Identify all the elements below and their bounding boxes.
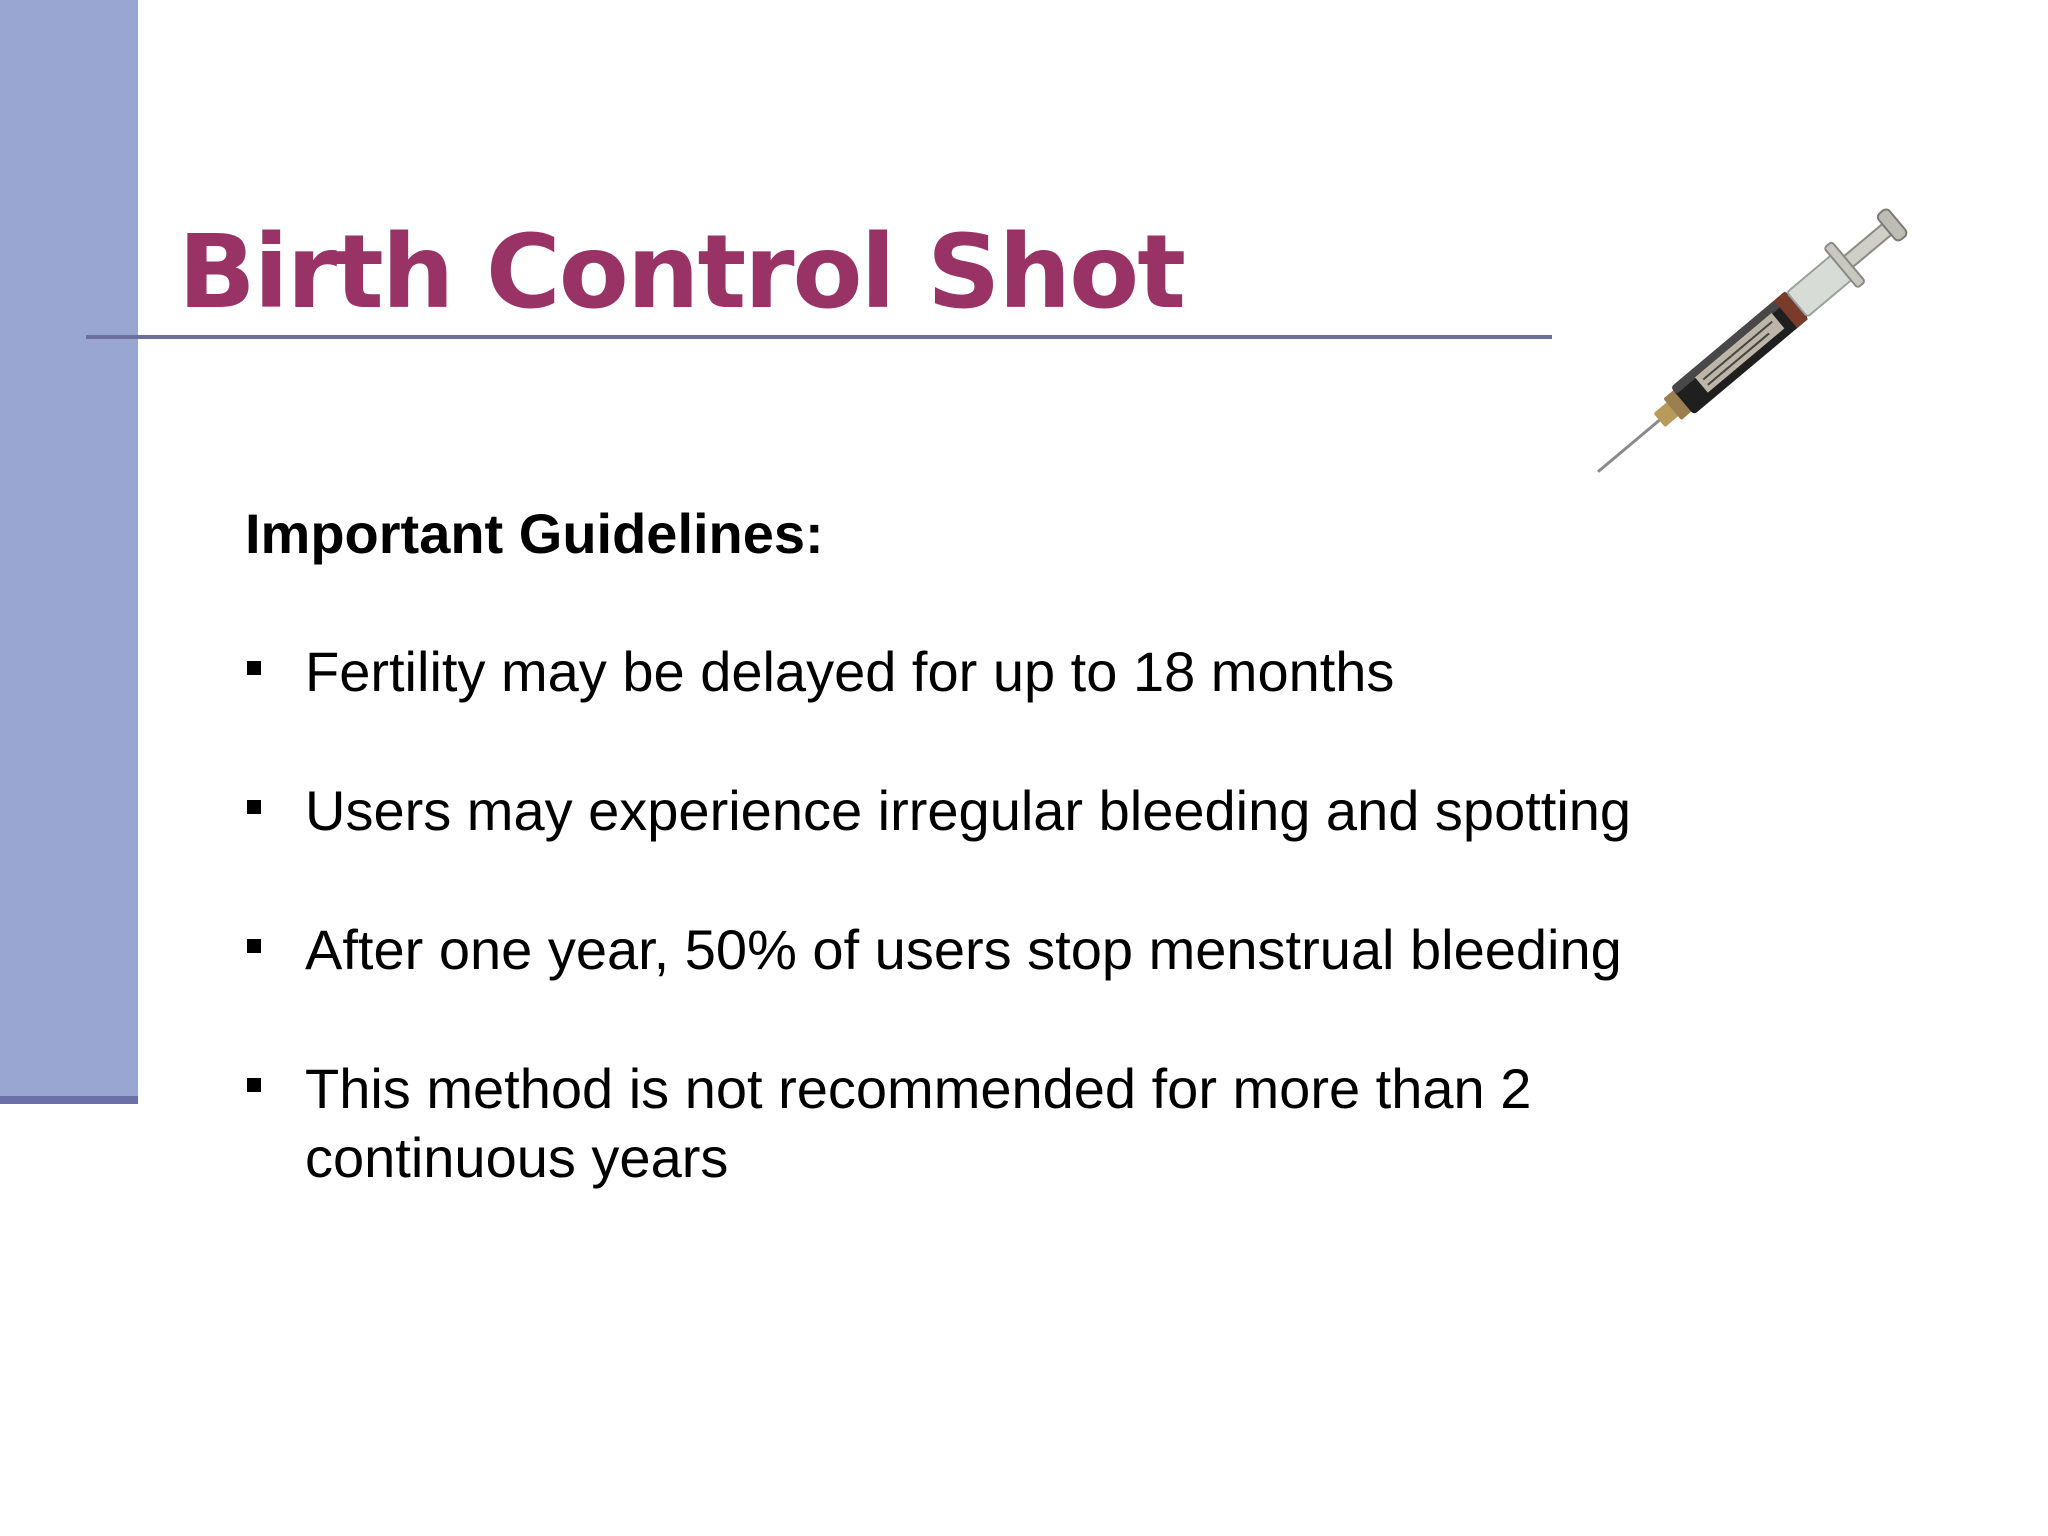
list-item-text: This method is not recommended for more than 2 continuous years xyxy=(305,1057,1532,1190)
square-bullet-icon xyxy=(247,939,261,953)
list-item xyxy=(245,637,1805,706)
square-bullet-icon xyxy=(247,800,261,814)
list-item xyxy=(245,915,1805,984)
list-item-text: Fertility may be delayed for up to 18 months xyxy=(305,640,1395,704)
guidelines-list xyxy=(245,637,1805,1192)
left-accent-bar xyxy=(0,0,138,1096)
square-bullet-icon xyxy=(247,661,261,675)
title-underline xyxy=(86,335,1552,339)
slide-title: Birth Control Shot xyxy=(178,213,1184,332)
guidelines-heading: Important Guidelines: xyxy=(245,502,824,565)
syringe-icon xyxy=(1590,195,1920,485)
left-accent-bar-edge xyxy=(0,1096,138,1104)
slide-content xyxy=(245,500,1805,1262)
square-bullet-icon xyxy=(247,1078,261,1092)
list-item xyxy=(245,776,1805,845)
list-item-text: Users may experience irregular bleeding and spotting xyxy=(305,779,1632,843)
list-item xyxy=(245,1054,1555,1192)
list-item-text: After one year, 50% of users stop menstrual bleeding xyxy=(305,918,1622,982)
